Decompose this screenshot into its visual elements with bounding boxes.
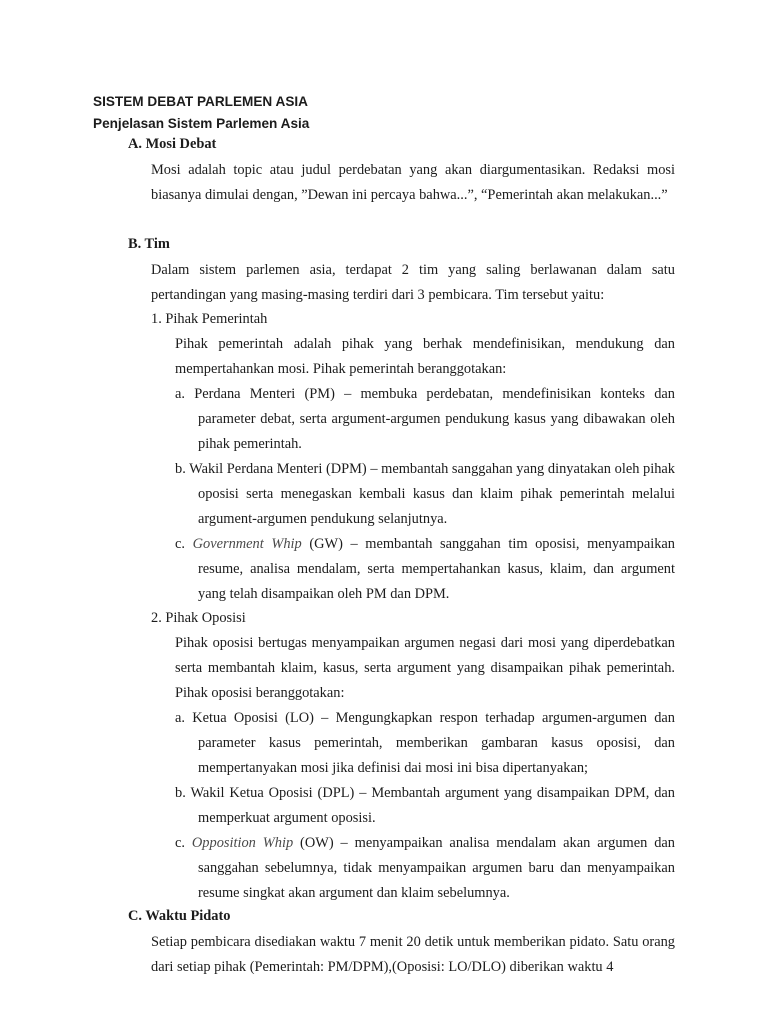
list-item-text: Wakil Perdana Menteri (DPM) – membantah sanggahan yang dinyatakan oleh pihak oposisi serta menegaskan kembali kasus dan klaim pihak pemerintah melalui argument-argumen pendukung selanjutnya.	[189, 461, 675, 527]
list-marker: a.	[175, 386, 185, 402]
list-marker: b.	[175, 785, 186, 801]
paragraph-tim: Dalam sistem parlemen asia, terdapat 2 tim yang saling berlawanan dalam satu pertandingan yang masing-masing terdiri dari 3 pembicara. Tim tersebut yaitu:	[151, 262, 675, 303]
list-item-text: Perdana Menteri (PM) – membuka perdebatan, mendefinisikan konteks dan parameter debat, serta argument-argumen pendukung kasus yang dibawakan oleh pihak pemerintah.	[194, 386, 675, 452]
document-title: SISTEM DEBAT PARLEMEN ASIA	[93, 94, 308, 109]
list-item-pm	[175, 382, 675, 456]
list-marker: c.	[175, 536, 185, 552]
list-marker: a.	[175, 710, 185, 726]
list-marker: c.	[175, 835, 185, 851]
italic-term: Government Whip	[192, 536, 302, 552]
paragraph-mosi: Mosi adalah topic atau judul perdebatan yang akan diargumentasikan. Redaksi mosi biasanya dimulai dengan, ”Dewan ini percaya bahwa...”, “Pemerintah akan melakukan...”	[151, 162, 675, 203]
list-item-text: Ketua Oposisi (LO) – Mengungkapkan respon terhadap argumen-argumen dan parameter kasus pemerintah, memberikan gambaran kasus oposisi, dan mempertanyakan mosi jika definisi dai mosi ini bisa dipertanyakan;	[192, 710, 675, 776]
list-item-gw	[175, 532, 675, 606]
list-marker: b.	[175, 461, 186, 477]
subheading-pihak-oposisi: 2. Pihak Oposisi	[151, 610, 246, 626]
paragraph-pihak-pemerintah: Pihak pemerintah adalah pihak yang berhak mendefinisikan, mendukung dan mempertahankan mosi. Pihak pemerintah beranggotakan:	[175, 336, 675, 377]
section-heading-waktu-pidato: C. Waktu Pidato	[128, 908, 231, 924]
paragraph-waktu-pidato: Setiap pembicara disediakan waktu 7 menit 20 detik untuk memberikan pidato. Satu orang dari setiap pihak (Pemerintah: PM/DPM),(Oposisi: LO/DLO) diberikan waktu 4	[151, 934, 675, 975]
list-item-dpm	[175, 457, 675, 531]
document-subtitle: Penjelasan Sistem Parlemen Asia	[93, 116, 310, 131]
list-item-lo	[175, 706, 675, 780]
italic-term: Opposition Whip	[191, 835, 294, 851]
list-item-text: (OW) – menyampaikan analisa mendalam akan argumen dan sanggahan sebelumnya, tidak menyampaikan argumen baru dan menyampaikan resume singkat akan argument dan klaim sebelumnya.	[198, 835, 675, 901]
subheading-pihak-pemerintah: 1. Pihak Pemerintah	[151, 311, 268, 327]
list-item-text: (GW) – membantah sanggahan tim oposisi, menyampaikan resume, analisa mendalam, serta mempertahankan kasus, klaim, dan argument yang telah disampaikan oleh PM dan DPM.	[198, 536, 675, 602]
section-heading-mosi: A. Mosi Debat	[128, 136, 217, 152]
list-item-ow	[175, 831, 675, 905]
list-item-dpl	[175, 781, 675, 831]
paragraph-pihak-oposisi: Pihak oposisi bertugas menyampaikan argumen negasi dari mosi yang diperdebatkan serta membantah klaim, kasus, serta argument yang disampaikan pihak pemerintah. Pihak oposisi beranggotakan:	[175, 635, 675, 701]
section-heading-tim: B. Tim	[128, 236, 170, 252]
list-item-text: Wakil Ketua Oposisi (DPL) – Membantah argument yang disampaikan DPM, dan memperkuat argument oposisi.	[190, 785, 675, 826]
